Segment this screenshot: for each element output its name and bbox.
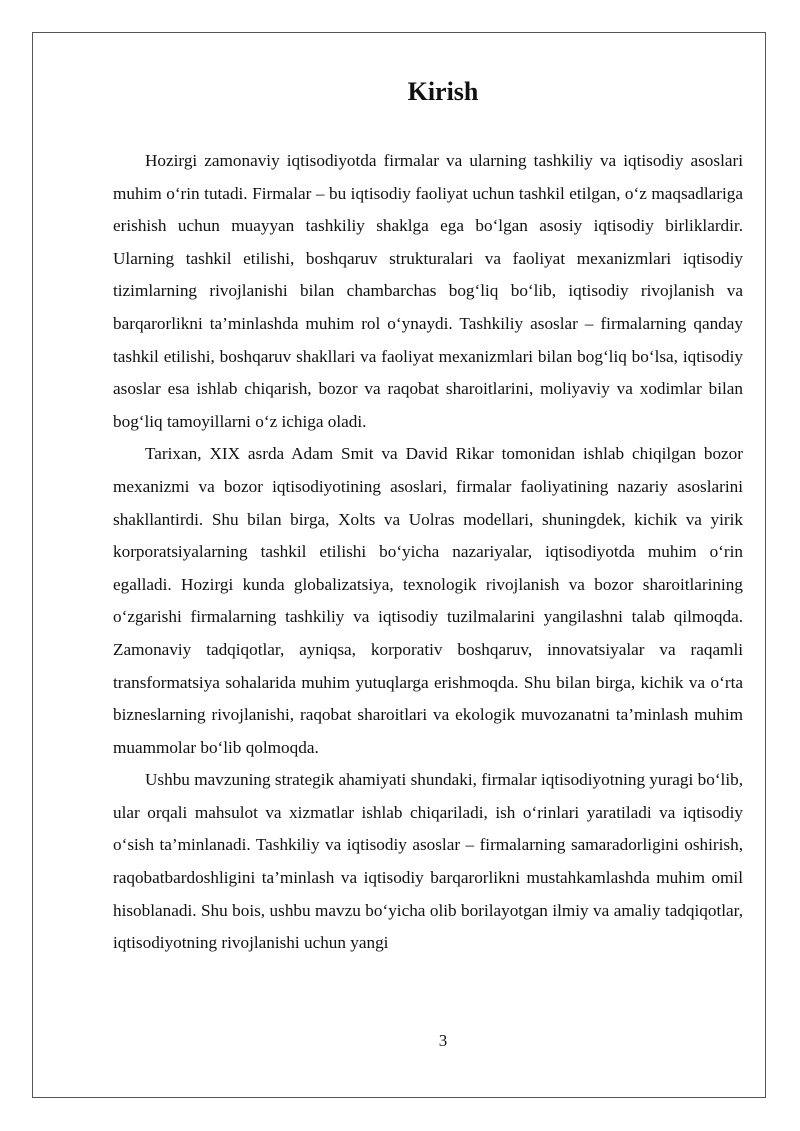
document-body [113,145,743,960]
paragraph-2: Tarixan, XIX asrda Adam Smit va David Rikar tomonidan ishlab chiqilgan bozor mexanizmi va bozor iqtisodiyotining asoslari, firmalar faoliyatining nazariy asoslarini shakllantirdi. Shu bilan birga, Xolts va Uolras modellari, shuningdek, kichik va yirik korporatsiyalarning tashkil etilishi bo‘yicha nazariyalar, iqtisodiyotda muhim o‘rin egalladi. Hozirgi kunda globalizatsiya, texnologik rivojlanish va bozor sharoitlarining o‘zgarishi firmalarning tashkiliy va iqtisodiy tuzilmalarini yangilashni talab qilmoqda. Zamonaviy tadqiqotlar, ayniqsa, korporativ boshqaruv, innovatsiyalar va raqamli transformatsiya sohalarida muhim yutuqlarga erishmoqda. Shu bilan birga, kichik va o‘rta bizneslarning rivojlanishi, raqobat sharoitlari va ekologik muvozanatni ta’minlash muhim muammolar bo‘lib qolmoqda. [113,444,743,757]
page-title: Kirish [407,77,479,106]
page-number: 3 [438,1031,448,1050]
paragraph-3: Ushbu mavzuning strategik ahamiyati shundaki, firmalar iqtisodiyotning yuragi bo‘lib, ular orqali mahsulot va xizmatlar ishlab chiqariladi, ish o‘rinlari yaratiladi va iqtisodiy o‘sish ta’minlanadi. Tashkiliy va iqtisodiy asoslar – firmalarning samaradorligini oshirish, raqobatbardoshligini ta’minlash va iqtisodiy barqarorlikni mustahkamlashda muhim omil hisoblanadi. Shu bois, ushbu mavzu bo‘yicha olib borilayotgan ilmiy va amaliy tadqiqotlar, iqtisodiyotning rivojlanishi uchun yangi [113,770,743,953]
paragraph-1: Hozirgi zamonaviy iqtisodiyotda firmalar va ularning tashkiliy va iqtisodiy asoslari muhim o‘rin tutadi. Firmalar – bu iqtisodiy faoliyat uchun tashkil etilgan, o‘z maqsadlariga erishish uchun muayyan tashkiliy shaklga ega bo‘lgan asosiy iqtisodiy birliklardir. Ularning tashkil etilishi, boshqaruv strukturalari va faoliyat mexanizmlari iqtisodiy tizimlarning rivojlanishi bilan chambarchas bog‘liq bo‘lib, iqtisodiy rivojlanish va barqarorlikni ta’minlashda muhim rol o‘ynaydi. Tashkiliy asoslar – firmalarning qanday tashkil etilishi, boshqaruv shakllari va faoliyat mexanizmlari bilan bog‘liq bo‘lsa, iqtisodiy asoslar esa ishlab chiqarish, bozor va raqobat sharoitlarini, moliyaviy va xodimlar bilan bog‘liq tamoyillarni o‘z ichiga oladi. [113,151,743,431]
